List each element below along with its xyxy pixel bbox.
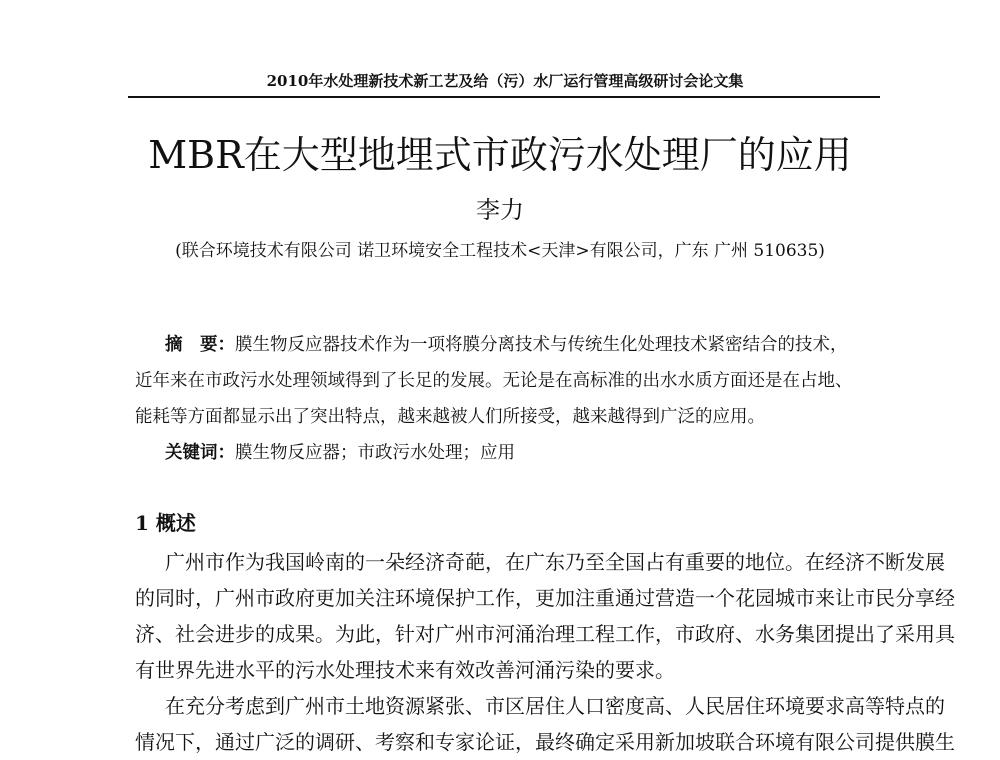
keywords-label: 关键词： bbox=[165, 443, 235, 463]
running-header: 2010年水处理新技术新工艺及给（污）水厂运行管理高级研讨会论文集 bbox=[266, 72, 744, 90]
abstract-label: 摘 要： bbox=[165, 335, 235, 355]
paper-title: MBR在大型地埋式市政污水处理厂的应用 bbox=[148, 133, 852, 177]
author: 李力 bbox=[476, 196, 524, 224]
section-block bbox=[135, 508, 955, 760]
abstract-line: 近年来在市政污水处理领域得到了长足的发展。无论是在高标准的出水水质方面还是在占地、 bbox=[135, 371, 853, 391]
abstract-line: 能耗等方面都显示出了突出特点，越来越被人们所接受，越来越得到广泛的应用。 bbox=[135, 407, 765, 427]
abstract-line bbox=[135, 327, 880, 363]
keywords-text: 膜生物反应器；市政污水处理；应用 bbox=[235, 443, 515, 463]
abstract-text: 膜生物反应器技术作为一项将膜分离技术与传统生化处理技术紧密结合的技术， bbox=[235, 335, 848, 355]
paragraph-line: 在充分考虑到广州市土地资源紧张、市区居住人口密度高、人民居住环境要求高等特点的 bbox=[165, 694, 945, 718]
paragraph-line: 济、社会进步的成果。为此，针对广州市河涌治理工程工作，市政府、水务集团提出了采用具 bbox=[135, 622, 955, 646]
paragraph-line: 情况下，通过广泛的调研、考察和专家论证，最终确定采用新加坡联合环境有限公司提供膜生 bbox=[135, 730, 955, 754]
paragraph-line: 有世界先进水平的污水处理技术来有效改善河涌污染的要求。 bbox=[135, 658, 675, 682]
paragraph-line: 的同时，广州市政府更加关注环境保护工作，更加注重通过营造一个花园城市来让市民分享经 bbox=[135, 586, 955, 610]
affiliation: (联合环境技术有限公司 诺卫环境安全工程技术<天津>有限公司，广东 广州 510635) bbox=[175, 241, 825, 261]
header-rule bbox=[128, 96, 880, 98]
paragraph-line: 广州市作为我国岭南的一朵经济奇葩，在广东乃至全国占有重要的地位。在经济不断发展 bbox=[165, 550, 945, 574]
section-heading: 1 概述 bbox=[135, 511, 196, 535]
abstract-block bbox=[135, 327, 880, 471]
keywords-line bbox=[135, 435, 880, 471]
